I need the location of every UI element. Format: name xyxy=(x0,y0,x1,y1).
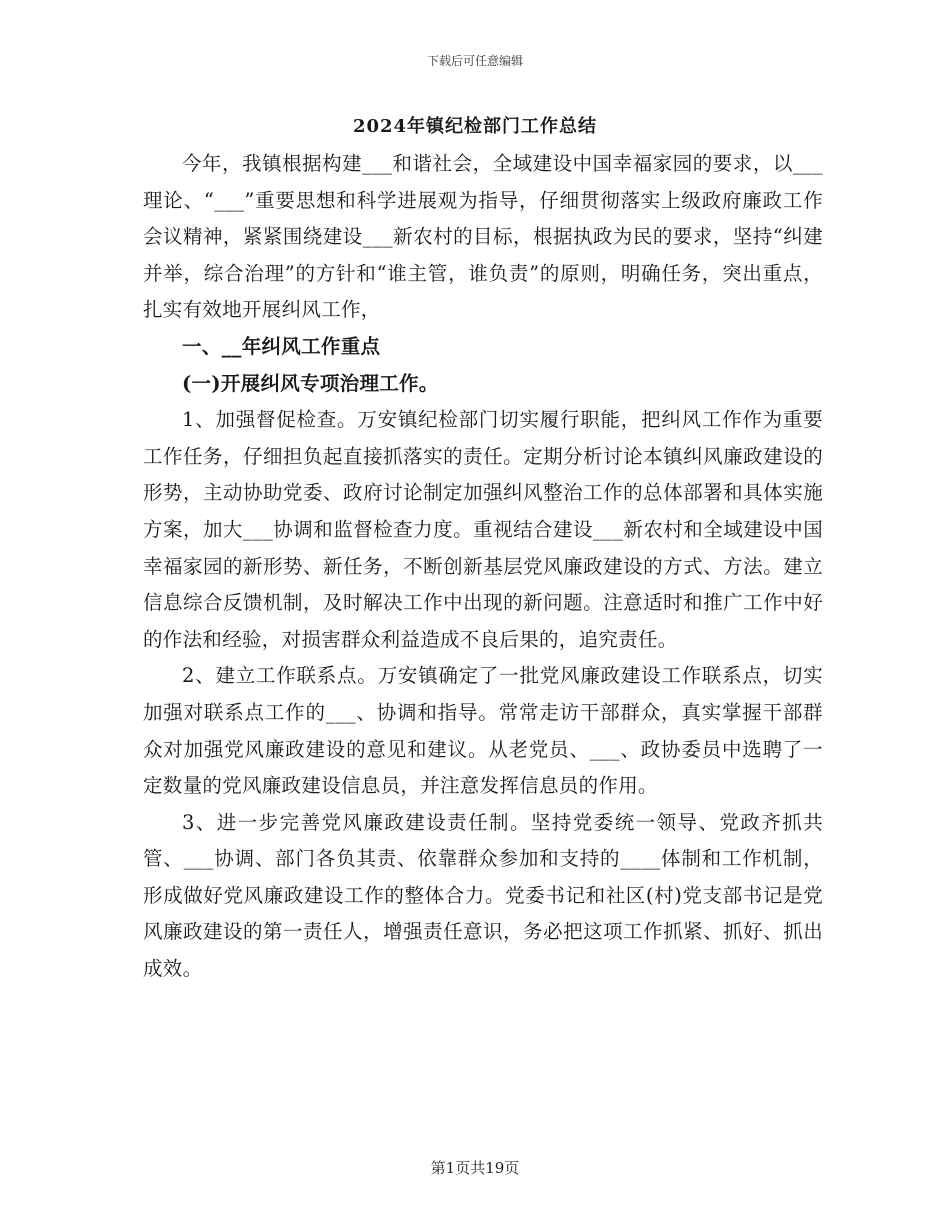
item-2-paragraph: 2、建立工作联系点。万安镇确定了一批党风廉政建设工作联系点，切实加强对联系点工作的___、协调和指导。常常走访干部群众，真实掌握干部群众对加强党风廉政建设的意见和建议。从老党员、___、政协委员中选聘了一定数量的党风廉政建设信息员，并注意发挥信息员的作用。 xyxy=(143,664,823,798)
document-title: 2024年镇纪检部门工作总结 xyxy=(352,116,598,137)
document-body xyxy=(143,146,823,988)
intro-paragraph: 今年，我镇根据构建___和谐社会，全域建设中国幸福家园的要求，以___理论、“___”重要思想和科学进展观为指导，仔细贯彻落实上级政府廉政工作会议精神，紧紧围绕建设___新农村的目标，根据执政为民的要求，坚持“纠建并举，综合治理”的方针和“谁主管，谁负责”的原则，明确任务，突出重点，扎实有效地开展纠风工作， xyxy=(143,152,823,322)
header-note: 下载后可任意编辑 xyxy=(426,54,523,68)
section-heading: 一、__年纠风工作重点 xyxy=(182,334,381,358)
page-number: 第1页共19页 xyxy=(430,1159,520,1177)
subsection-heading: (一)开展纠风专项治理工作。 xyxy=(182,371,439,395)
item-3-paragraph: 3、进一步完善党风廉政建设责任制。坚持党委统一领导、党政齐抓共管、___协调、部门各负其责、依靠群众参加和支持的____体制和工作机制，形成做好党风廉政建设工作的整体合力。党委书记和社区(村)党支部书记是党风廉政建设的第一责任人，增强责任意识，务必把这项工作抓紧、抓好、抓出成效。 xyxy=(143,810,823,981)
item-1-paragraph: 1、加强督促检查。万安镇纪检部门切实履行职能，把纠风工作作为重要工作任务，仔细担负起直接抓落实的责任。定期分析讨论本镇纠风廉政建设的形势，主动协助党委、政府讨论制定加强纠风整治工作的总体部署和具体实施方案，加大___协调和监督检查力度。重视结合建设___新农村和全域建设中国幸福家园的新形势、新任务，不断创新基层党风廉政建设的方式、方法。建立信息综合反馈机制，及时解决工作中出现的新问题。注意适时和推广工作中好的作法和经验，对损害群众利益造成不良后果的，追究责任。 xyxy=(143,408,823,651)
